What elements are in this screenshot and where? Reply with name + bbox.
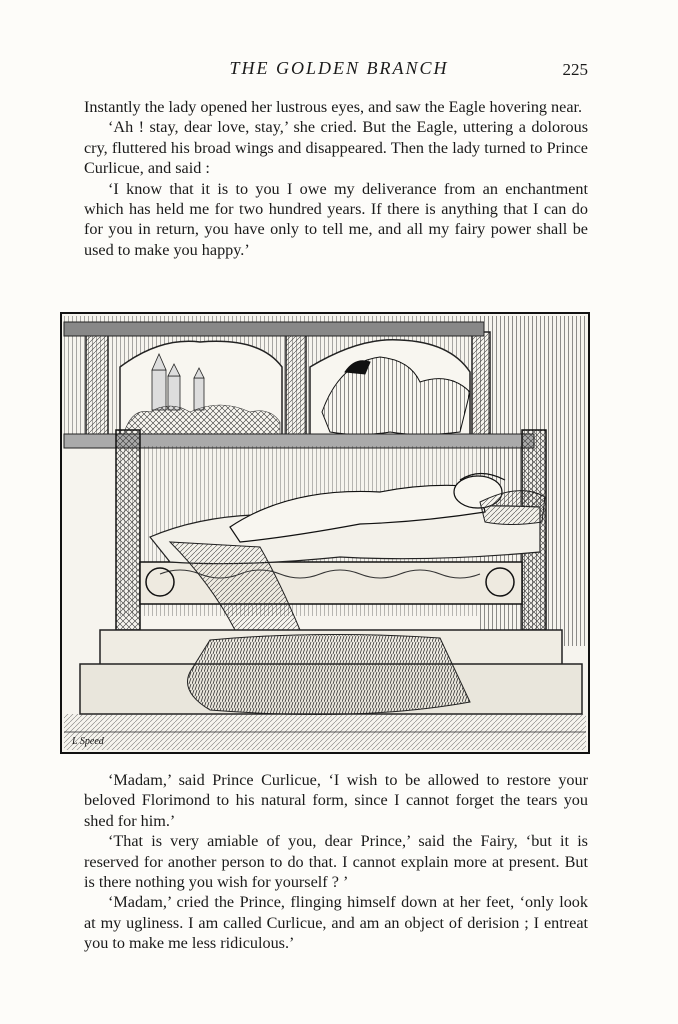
beam — [64, 322, 484, 336]
artist-signature: L Speed — [72, 736, 104, 747]
paragraph: ‘I know that it is to you I owe my deliverance from an enchantment which has held me for two hundred years. If there is anything that I can do for you in return, you have only to tell me, and all my fairy power shall be used to make you happy.’ — [84, 179, 588, 259]
top-text-block — [84, 97, 588, 260]
paragraph: ‘Madam,’ cried the Prince, flinging himself down at her feet, ‘only look at my ugliness. I am called Curlicue, and am an object of derision ; I entreat you to make me less ridiculous.’ — [84, 893, 588, 953]
column-left — [86, 332, 108, 444]
column-right — [472, 332, 490, 444]
page-number: 225 — [562, 60, 588, 79]
fur-rug — [188, 634, 471, 714]
page-header — [0, 58, 678, 82]
bottom-text-block — [84, 770, 588, 954]
paragraph: ‘That is very amiable of you, dear Prince,’ said the Fairy, ‘but it is reserved for another person to do that. I cannot explain more at present. But is there nothing you wish for yourself ? ’ — [84, 832, 588, 892]
illustration-drawing — [60, 312, 590, 754]
engraving-illustration — [60, 312, 590, 754]
paragraph: ‘Ah ! stay, dear love, stay,’ she cried. But the Eagle, uttering a dolorous cry, fluttered his broad wings and disappeared. Then the lady turned to Prince Curlicue, and said : — [84, 118, 588, 178]
column-center — [286, 332, 306, 444]
bed-post-left — [116, 430, 140, 630]
running-title: THE GOLDEN BRANCH — [229, 58, 449, 78]
paragraph: ‘Madam,’ said Prince Curlicue, ‘I wish to be allowed to restore your beloved Florimond to his natural form, since I cannot forget the tears you shed for him.’ — [84, 771, 588, 830]
paragraph: Instantly the lady opened her lustrous eyes, and saw the Eagle hovering near. — [84, 98, 583, 116]
